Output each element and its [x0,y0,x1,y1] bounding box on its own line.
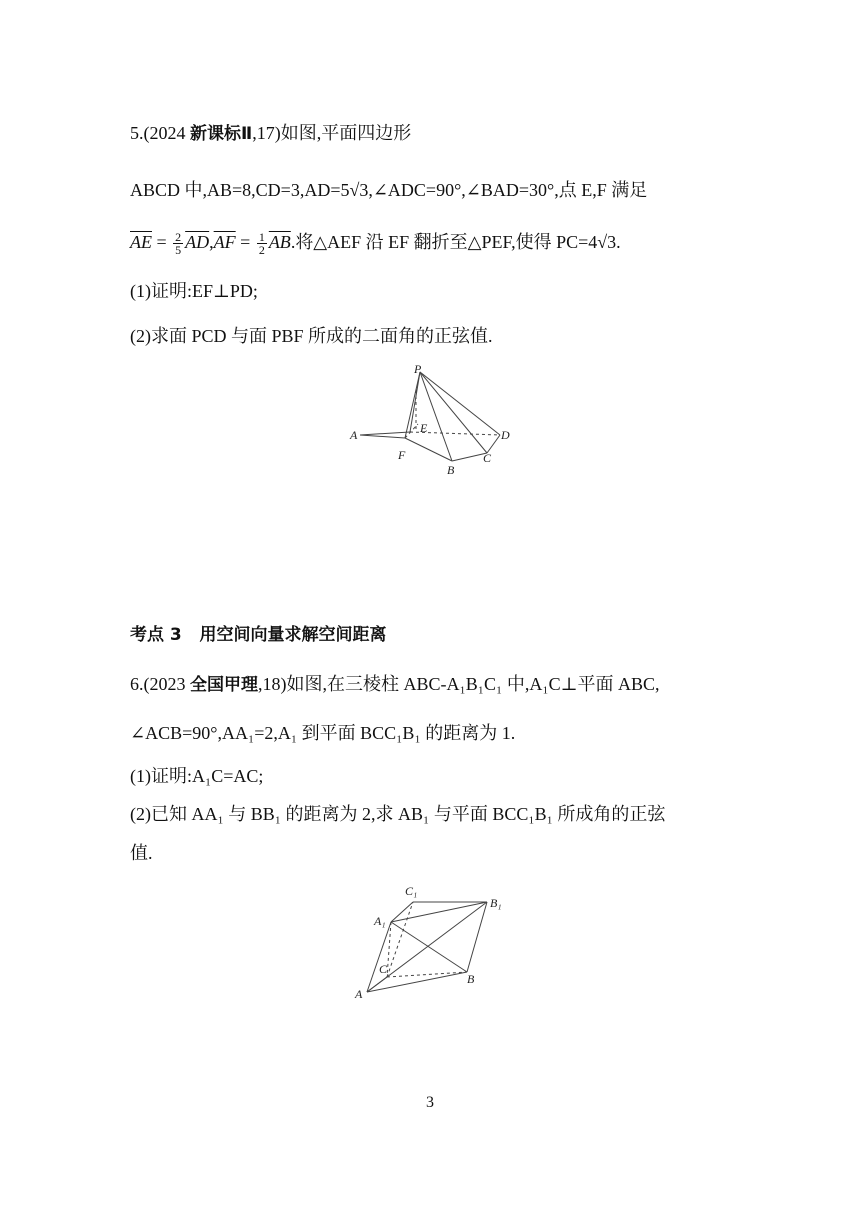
problem5-figure [340,360,530,480]
problem6-q2-cont: 值. [130,843,153,863]
label-C1: C₁ [405,884,418,898]
label-A: A [355,987,363,1001]
label-B: B [467,972,475,986]
problem5-q2: (2)求面 PCD 与面 PBF 所成的二面角的正弦值. [130,326,493,346]
problem6-q1: (1)证明:A₁C=AC; [130,766,264,786]
problem5-title: 5.(2024 新课标Ⅱ,17)如图,平面四边形 [130,123,412,144]
label-A: A [350,428,358,442]
problem6-figure [345,880,525,1005]
label-D: D [501,428,510,442]
problem5-q1: (1)证明:EF⊥PD; [130,281,258,301]
problem6-title: 6.(2023 全国甲理,18)如图,在三棱柱 ABC-A₁B₁C₁ 中,A₁C⊥平面 ABC, [130,674,660,695]
label-B1: B₁ [490,896,502,910]
label-E: E [420,421,428,435]
problem5-source: 新课标Ⅱ [190,124,253,144]
problem5-line2: ABCD 中,AB=8,CD=3,AD=5√3,∠ADC=90°,∠BAD=30°,点 E,F 满足 [130,180,648,200]
label-C: C [379,962,388,976]
label-F: F [398,448,406,462]
label-B: B [447,463,455,477]
section-heading: 考点 3 用空间向量求解空间距离 [130,625,387,645]
page-number: 3 [426,1094,434,1111]
label-A1: A₁ [374,914,386,928]
problem6-q2: (2)已知 AA₁ 与 BB₁ 的距离为 2,求 AB₁ 与平面 BCC₁B₁ 所成角的正弦 [130,804,666,824]
label-C: C [483,451,492,465]
problem5-line3: $\overline{AE}$ = $\frac{2}{5}$ $\overline{AD},\overline{AF}$ = $\frac{1}{2}$ $\overline{AB}$.将△AEF 沿 EF 翻折至△PEF,使得 PC=4√3. [130,230,621,258]
problem6-line2: ∠ACB=90°,AA₁=2,A₁ 到平面 BCC₁B₁ 的距离为 1. [130,723,516,743]
label-P: P [414,362,422,376]
problem6-source: 全国甲理 [190,675,258,695]
